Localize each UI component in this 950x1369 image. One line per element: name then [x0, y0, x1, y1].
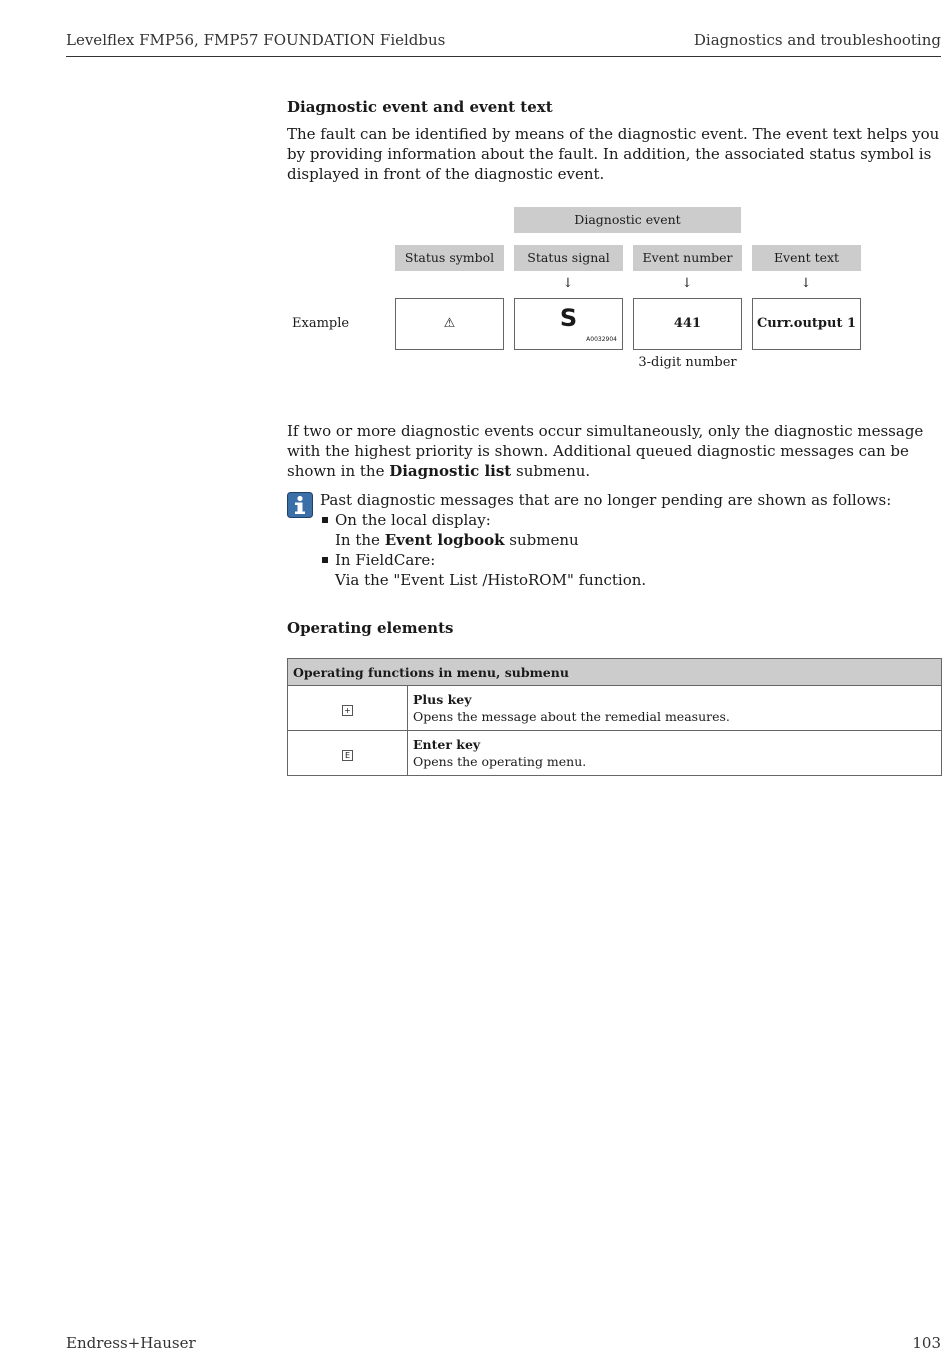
col-status-signal: Status signal — [514, 245, 623, 271]
figure-id: A0032904 — [586, 336, 617, 343]
example-label: Example — [292, 316, 350, 331]
heading-operating-elements: Operating elements — [287, 619, 454, 637]
section-priority — [287, 421, 941, 481]
header-rule — [66, 56, 941, 57]
plus-key-cell — [288, 686, 408, 731]
info-icon — [287, 492, 313, 518]
paragraph-priority — [287, 421, 941, 481]
header-section: Diagnostics and troubleshooting — [693, 31, 941, 49]
note-item2-line2: Via the "Event List /HistoROM" function. — [335, 571, 647, 589]
list-item — [320, 510, 940, 550]
event-text-value: Curr.output 1 — [752, 298, 861, 350]
enter-key-desc-cell — [408, 731, 942, 776]
note-item1-line2 — [335, 530, 940, 550]
paragraph-diagnostic-event: The fault can be identified by means of the diagnostic event. The event text helps you by providing information about the fault. In addition, the associated status symbol is displayed in front of the diagnostic event. — [287, 125, 940, 183]
footer-brand: Endress+Hauser — [66, 1334, 196, 1352]
event-number-value: 441 — [633, 298, 742, 350]
operating-functions-table — [287, 658, 942, 776]
plus-key-desc-cell — [408, 686, 942, 731]
heading-diagnostic-event: Diagnostic event and event text — [287, 98, 553, 116]
event-logbook-term: Event logbook — [384, 531, 505, 549]
diagnostic-event-group-label: Diagnostic event — [514, 207, 741, 233]
enter-key-icon: E — [342, 750, 353, 761]
note-past-messages — [320, 490, 940, 590]
col-event-number: Event number — [633, 245, 742, 271]
diagnostic-event-diagram — [287, 205, 941, 380]
section-diagnostic-event — [287, 98, 941, 184]
enter-key-title: Enter key — [413, 737, 481, 752]
diagnostic-list-term: Diagnostic list — [389, 462, 512, 480]
col-event-text: Event text — [752, 245, 861, 271]
arrow-down-icon: ↓ — [681, 276, 693, 291]
page-number: 103 — [912, 1334, 941, 1352]
arrow-down-icon: ↓ — [562, 276, 574, 291]
col-status-symbol: Status symbol — [395, 245, 504, 271]
note-intro: Past diagnostic messages that are no longer pending are shown as follows: — [320, 491, 892, 509]
plus-key-icon: + — [342, 705, 353, 716]
table-row — [288, 731, 942, 776]
header-title: Levelflex FMP56, FMP57 FOUNDATION Fieldbus — [66, 31, 446, 49]
enter-key-cell — [288, 731, 408, 776]
note-item1-post: submenu — [504, 531, 579, 549]
arrow-down-icon: ↓ — [800, 276, 812, 291]
table-header-row — [288, 659, 942, 686]
note-item1-line1: On the local display: — [335, 511, 491, 529]
priority-text-pre: If two or more diagnostic events occur simultaneously, only the diagnostic message with the highest priority is shown. Additional queued diagnostic messages can be shown in the — [287, 422, 924, 480]
warning-icon: ⚠ — [395, 298, 504, 350]
note-list — [320, 510, 940, 590]
priority-text-post: submenu. — [511, 462, 591, 480]
table-header: Operating functions in menu, submenu — [288, 659, 942, 686]
status-signal-value: S — [559, 304, 578, 332]
note-item1-pre: In the — [335, 531, 385, 549]
plus-key-title: Plus key — [413, 692, 472, 707]
status-signal-box — [514, 298, 623, 350]
plus-key-desc: Opens the message about the remedial measures. — [413, 709, 730, 724]
event-number-caption: 3-digit number — [638, 355, 737, 370]
section-operating-elements — [287, 619, 941, 637]
enter-key-desc: Opens the operating menu. — [413, 754, 587, 769]
table-row — [288, 686, 942, 731]
note-item2-line1: In FieldCare: — [335, 551, 436, 569]
list-item — [320, 550, 940, 590]
